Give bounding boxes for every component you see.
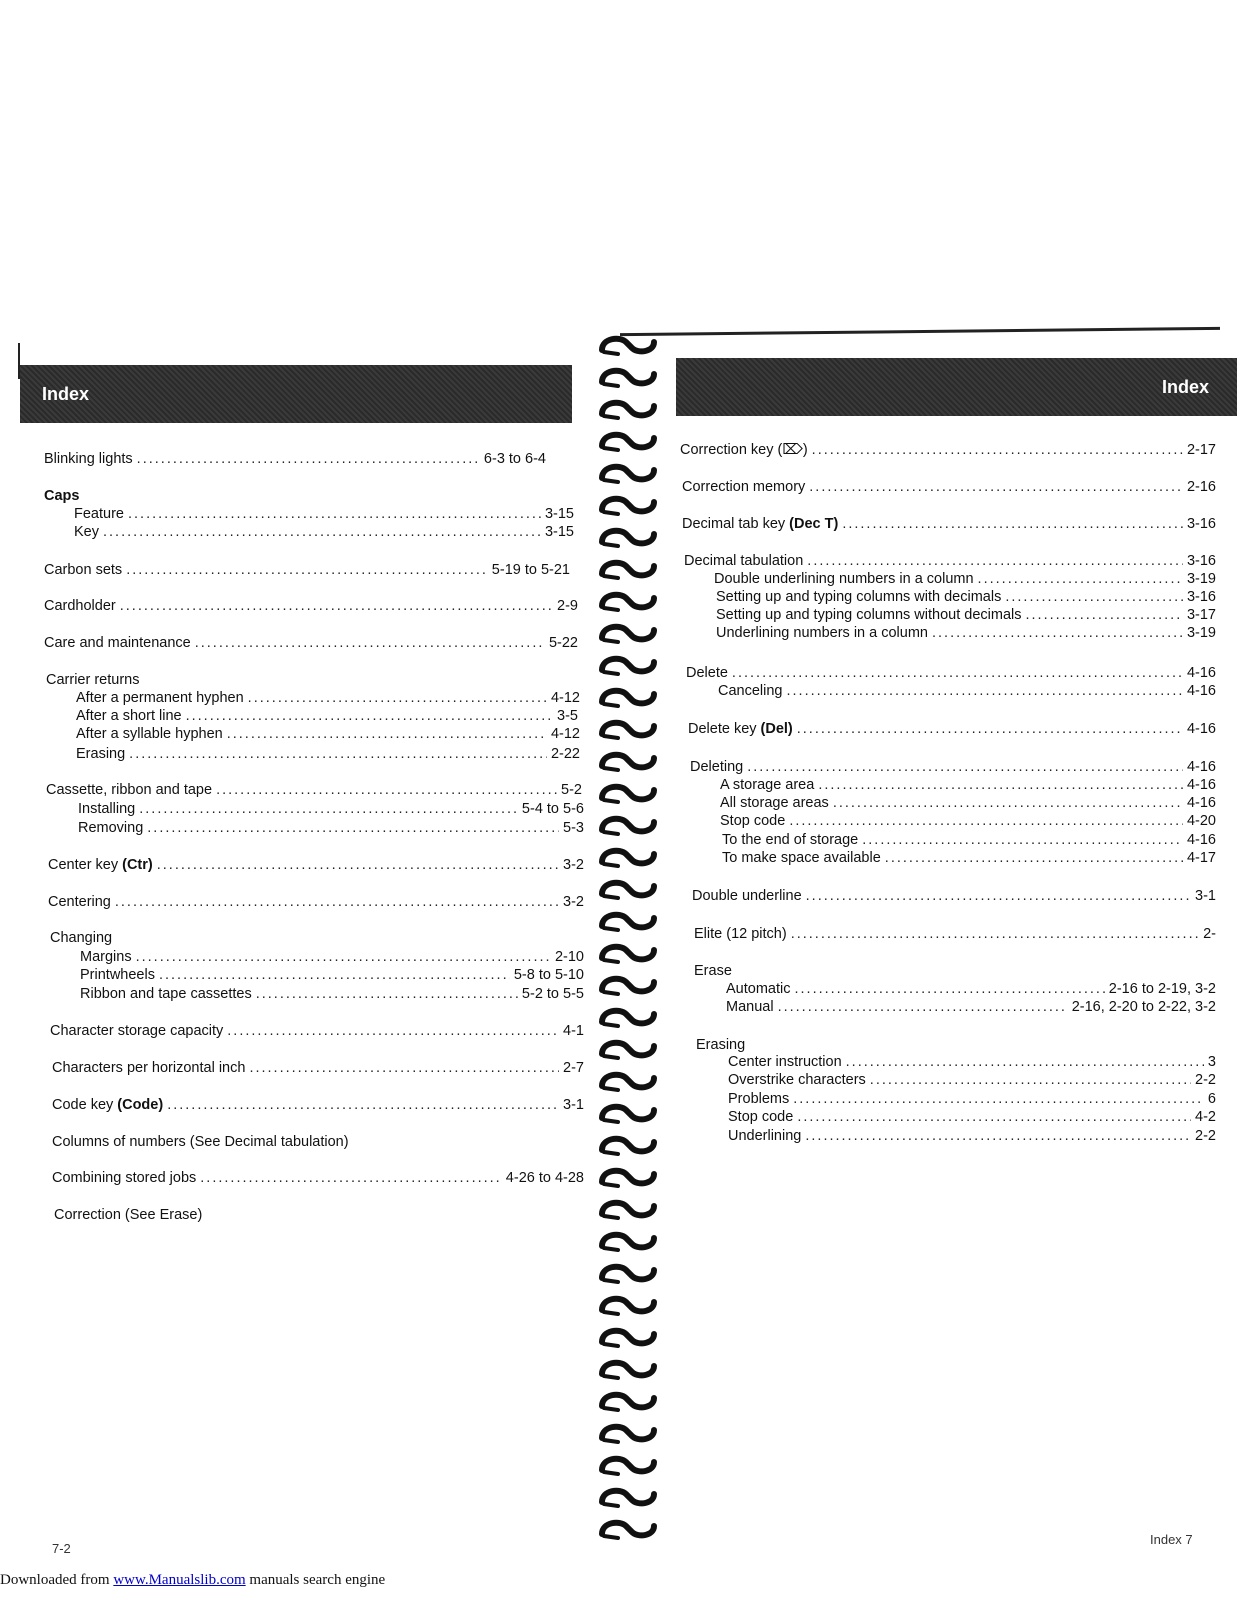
index-page-ref: 3 [1207, 1054, 1216, 1070]
index-term: Erasing [696, 1037, 746, 1053]
dot-leader [147, 819, 559, 837]
index-page-ref: 2-2 [1195, 1128, 1216, 1144]
index-term: Elite (12 pitch) [694, 926, 787, 942]
index-page-ref: 3-16 [1186, 516, 1216, 532]
index-entry [690, 758, 1216, 776]
spiral-coil [598, 558, 658, 580]
index-key-label: (Del) [760, 721, 793, 737]
index-term: A storage area [720, 777, 815, 793]
index-term: Correction memory [682, 479, 806, 495]
index-entry [692, 887, 1216, 905]
dot-leader [805, 1127, 1191, 1145]
spiral-coil [598, 814, 658, 836]
index-page-ref: 4-2 [1195, 1109, 1216, 1125]
index-term: Erasing [76, 746, 126, 762]
index-entry [716, 588, 1216, 606]
index-entry [50, 1022, 584, 1040]
footer-suffix: manuals search engine [245, 1572, 386, 1588]
spiral-coil [598, 1454, 658, 1476]
dot-leader [978, 570, 1183, 588]
index-page-ref: 2-2 [1195, 1072, 1216, 1088]
index-page-ref: 5-4 to 5-6 [521, 801, 584, 817]
index-term: Columns of numbers (See Decimal tabulation) [52, 1134, 349, 1150]
index-entry [44, 487, 79, 505]
index-term: Problems [728, 1091, 790, 1107]
dot-leader [791, 925, 1199, 943]
index-entry [728, 1127, 1216, 1145]
spiral-coil [598, 334, 658, 356]
spiral-coil [598, 590, 658, 612]
index-entry [728, 1108, 1216, 1126]
spiral-coil [598, 718, 658, 740]
left-header-title: Index [42, 383, 90, 404]
index-term: Setting up and typing columns with decimals [716, 589, 1002, 605]
right-header-title: Index [1161, 376, 1209, 397]
index-page-ref: 4-16 [1186, 759, 1216, 775]
index-term: Manual [726, 999, 774, 1015]
index-page-ref: 3-16 [1186, 589, 1216, 605]
dot-leader [227, 1022, 559, 1040]
index-page-ref: 3-1 [1195, 888, 1216, 904]
index-entry [716, 624, 1216, 642]
index-page-ref: 2-17 [1186, 442, 1216, 458]
dot-leader [186, 707, 553, 725]
index-page-ref: 4-16 [1186, 683, 1216, 699]
index-page-ref: 4-12 [550, 726, 580, 742]
spiral-coil [598, 1038, 658, 1060]
index-page-ref: 5-22 [548, 635, 578, 651]
index-term: Installing [78, 801, 136, 817]
index-term: Center key [48, 857, 119, 873]
spiral-coil [598, 1166, 658, 1188]
index-key-label: (Dec T) [789, 516, 839, 532]
dot-leader [1005, 588, 1183, 606]
spiral-coil [598, 1422, 658, 1444]
spiral-coil [598, 494, 658, 516]
right-index-header [676, 358, 1237, 416]
left-page [18, 343, 584, 1583]
index-entry [686, 664, 1216, 682]
dot-leader [256, 985, 518, 1003]
index-term: After a syllable hyphen [76, 726, 223, 742]
dot-leader [159, 966, 510, 984]
index-term: Deleting [690, 759, 744, 775]
index-entry [74, 523, 574, 541]
index-page-ref: 2-9 [557, 598, 578, 614]
index-term: After a short line [76, 708, 182, 724]
dot-leader [115, 893, 559, 911]
spiral-coil [598, 398, 658, 420]
index-term: Changing [50, 930, 113, 946]
index-page-ref: 4-20 [1186, 813, 1216, 829]
index-page-ref: 4-17 [1186, 850, 1216, 866]
index-term: Cardholder [44, 598, 116, 614]
index-term: Cassette, ribbon and tape [46, 782, 213, 798]
dot-leader [932, 624, 1183, 642]
index-page-ref: 4-16 [1186, 832, 1216, 848]
spiral-coil [598, 1358, 658, 1380]
index-entry [50, 929, 112, 947]
index-entry [54, 1206, 202, 1224]
index-page-ref: 3-15 [544, 524, 574, 540]
index-term: Erase [694, 963, 732, 979]
dot-leader [812, 441, 1183, 459]
dot-leader [806, 887, 1191, 905]
dot-leader [120, 597, 553, 615]
spiral-coil [598, 654, 658, 676]
index-entry [716, 606, 1216, 624]
spiral-binding [590, 330, 670, 1550]
index-term: Key [74, 524, 99, 540]
dot-leader [126, 561, 488, 579]
dot-leader [103, 523, 541, 541]
index-term: Carbon sets [44, 562, 123, 578]
index-page-ref: 3-1 [563, 1097, 584, 1113]
index-term: Carrier returns [46, 672, 140, 688]
spiral-coil [598, 526, 658, 548]
index-term: Automatic [726, 981, 791, 997]
left-index-header [20, 365, 572, 423]
index-page-ref: 3-5 [557, 708, 578, 724]
index-entry [76, 745, 580, 763]
index-term: Character storage capacity [50, 1023, 224, 1039]
spiral-coil [598, 1518, 658, 1540]
index-page-ref: 3-16 [1186, 553, 1216, 569]
dot-leader [862, 831, 1183, 849]
right-page-number: Index 7 [1150, 1532, 1193, 1547]
index-entry [688, 720, 1216, 738]
index-entry [52, 1059, 584, 1077]
index-term: Correction key (⌦) [680, 442, 808, 458]
index-term: Stop code [720, 813, 786, 829]
index-entry [694, 962, 732, 980]
index-entry [44, 597, 578, 615]
index-entry [52, 1133, 349, 1151]
spiral-coil [598, 910, 658, 932]
dot-leader [139, 800, 518, 818]
index-page-ref: 3-19 [1186, 625, 1216, 641]
index-term: Double underline [692, 888, 802, 904]
index-page-ref: 5-2 [561, 782, 582, 798]
dot-leader [227, 725, 547, 743]
index-entry [78, 819, 584, 837]
index-page-ref: 4-16 [1186, 777, 1216, 793]
dot-leader [833, 794, 1183, 812]
right-page-rule [620, 327, 1220, 336]
spiral-coil [598, 1262, 658, 1284]
index-term: Overstrike characters [728, 1072, 866, 1088]
spiral-coil [598, 1134, 658, 1156]
spiral-coil [598, 462, 658, 484]
dot-leader [747, 758, 1183, 776]
index-term: Delete [686, 665, 728, 681]
index-entry [48, 856, 584, 874]
index-entry [44, 450, 546, 468]
index-page-ref: 4-16 [1186, 665, 1216, 681]
spiral-coil [598, 430, 658, 452]
dot-leader [137, 450, 480, 468]
index-page-ref: 3-17 [1186, 607, 1216, 623]
index-term: Stop code [728, 1109, 794, 1125]
index-entry [680, 441, 1216, 459]
spiral-coil [598, 1070, 658, 1092]
index-page-ref: 5-8 to 5-10 [513, 967, 584, 983]
spiral-coil [598, 1006, 658, 1028]
dot-leader [136, 948, 551, 966]
dot-leader [842, 515, 1183, 533]
left-page-number: 7-2 [52, 1541, 71, 1556]
index-term: Care and maintenance [44, 635, 191, 651]
index-entry [80, 966, 584, 984]
index-entry [76, 689, 580, 707]
spiral-coil [598, 1486, 658, 1508]
spiral-coil [598, 878, 658, 900]
index-term: Blinking lights [44, 451, 133, 467]
dot-leader [809, 478, 1183, 496]
index-page-ref: 5-3 [563, 820, 584, 836]
dot-leader [216, 781, 557, 799]
index-page-ref: 3-19 [1186, 571, 1216, 587]
index-term: Ribbon and tape cassettes [80, 986, 252, 1002]
index-key-label: (Ctr) [122, 857, 153, 873]
index-entry [694, 925, 1216, 943]
dot-leader [789, 812, 1183, 830]
spiral-coil [598, 1198, 658, 1220]
dot-leader [128, 505, 541, 523]
index-entry [46, 671, 139, 689]
index-term: Characters per horizontal inch [52, 1060, 246, 1076]
dot-leader [195, 634, 545, 652]
spiral-coil [598, 846, 658, 868]
index-page-ref: 2- [1203, 926, 1216, 942]
dot-leader [793, 1090, 1204, 1108]
index-term: Decimal tab key [682, 516, 786, 532]
spiral-coil [598, 686, 658, 708]
spiral-coil [598, 1230, 658, 1252]
dot-leader [870, 1071, 1191, 1089]
index-entry [80, 948, 584, 966]
index-page-ref: 6 [1207, 1091, 1216, 1107]
index-entry [720, 794, 1216, 812]
index-term: After a permanent hyphen [76, 690, 244, 706]
index-term: Underlining [728, 1128, 802, 1144]
index-term: Printwheels [80, 967, 155, 983]
index-page-ref: 2-7 [563, 1060, 584, 1076]
spiral-coil [598, 782, 658, 804]
index-term: Canceling [718, 683, 783, 699]
index-page-ref: 2-16, 2-20 to 2-22, 3-2 [1071, 999, 1216, 1015]
dot-leader [778, 998, 1068, 1016]
index-term: Underlining numbers in a column [716, 625, 928, 641]
index-page-ref: 4-16 [1186, 721, 1216, 737]
dot-leader [797, 1108, 1191, 1126]
dot-leader [248, 689, 547, 707]
footer-prefix: Downloaded from [0, 1572, 114, 1588]
dot-leader [129, 745, 547, 763]
index-page-ref: 2-10 [554, 949, 584, 965]
dot-leader [807, 552, 1183, 570]
index-page-ref: 3-2 [563, 894, 584, 910]
index-entry [44, 634, 578, 652]
dot-leader [818, 776, 1183, 794]
spiral-coil [598, 1326, 658, 1348]
index-page-ref: 4-26 to 4-28 [505, 1170, 584, 1186]
index-term: Combining stored jobs [52, 1170, 197, 1186]
index-term: Double underlining numbers in a column [714, 571, 974, 587]
index-term: Correction (See Erase) [54, 1207, 203, 1223]
index-page-ref: 4-1 [563, 1023, 584, 1039]
index-entry [728, 1071, 1216, 1089]
index-term: Center instruction [728, 1054, 842, 1070]
dot-leader [167, 1096, 559, 1114]
index-entry [52, 1096, 584, 1114]
index-page-ref: 4-12 [550, 690, 580, 706]
index-key-label: (Code) [117, 1097, 164, 1113]
index-term: All storage areas [720, 795, 829, 811]
index-term: Decimal tabulation [684, 553, 804, 569]
spiral-coil [598, 1390, 658, 1412]
index-term: Feature [74, 506, 124, 522]
dot-leader [794, 980, 1104, 998]
index-page-ref: 4-16 [1186, 795, 1216, 811]
right-page [676, 330, 1237, 1570]
spiral-coil [598, 1294, 658, 1316]
index-page-ref: 3-2 [563, 857, 584, 873]
dot-leader [885, 849, 1183, 867]
index-entry [44, 561, 570, 579]
index-entry [682, 515, 1216, 533]
index-entry [722, 849, 1216, 867]
index-entry [48, 893, 584, 911]
index-entry [78, 800, 584, 818]
index-term: Code key [52, 1097, 114, 1113]
index-entry [726, 998, 1216, 1016]
spiral-coil [598, 974, 658, 996]
dot-leader [249, 1059, 559, 1077]
index-entry [728, 1090, 1216, 1108]
index-entry [722, 831, 1216, 849]
manualslib-link[interactable]: www.Manualslib.com [113, 1572, 246, 1588]
index-entry [726, 980, 1216, 998]
index-term: Margins [80, 949, 132, 965]
dot-leader [846, 1053, 1204, 1071]
spiral-coil [598, 1102, 658, 1124]
spiral-coil [598, 750, 658, 772]
index-entry [684, 552, 1216, 570]
index-page-ref: 5-19 to 5-21 [491, 562, 570, 578]
index-page-ref: 2-16 [1186, 479, 1216, 495]
index-term: Removing [78, 820, 144, 836]
index-entry [696, 1036, 745, 1054]
index-entry [80, 985, 584, 1003]
index-entry [728, 1053, 1216, 1071]
index-entry [714, 570, 1216, 588]
dot-leader [1025, 606, 1182, 624]
dot-leader [157, 856, 559, 874]
spiral-coil [598, 942, 658, 964]
index-entry [76, 707, 578, 725]
index-term: To the end of storage [722, 832, 859, 848]
index-term: Centering [48, 894, 111, 910]
index-entry [718, 682, 1216, 700]
index-entry [76, 725, 580, 743]
index-term: Delete key [688, 721, 757, 737]
index-page-ref: 2-22 [550, 746, 580, 762]
index-entry [682, 478, 1216, 496]
dot-leader [787, 682, 1183, 700]
index-term: To make space available [722, 850, 881, 866]
index-page-ref: 3-15 [544, 506, 574, 522]
index-entry [720, 812, 1216, 830]
index-page-ref: 5-2 to 5-5 [521, 986, 584, 1002]
index-term: Caps [44, 488, 80, 504]
index-entry [720, 776, 1216, 794]
dot-leader [200, 1169, 502, 1187]
index-entry [74, 505, 574, 523]
spiral-coil [598, 622, 658, 644]
dot-leader [797, 720, 1183, 738]
index-entry [46, 781, 582, 799]
spiral-coil [598, 366, 658, 388]
download-footer [0, 1572, 385, 1589]
index-page-ref: 2-16 to 2-19, 3-2 [1108, 981, 1216, 997]
dot-leader [732, 664, 1183, 682]
index-term: Setting up and typing columns without decimals [716, 607, 1022, 623]
index-entry [52, 1169, 584, 1187]
index-page-ref: 6-3 to 6-4 [483, 451, 546, 467]
